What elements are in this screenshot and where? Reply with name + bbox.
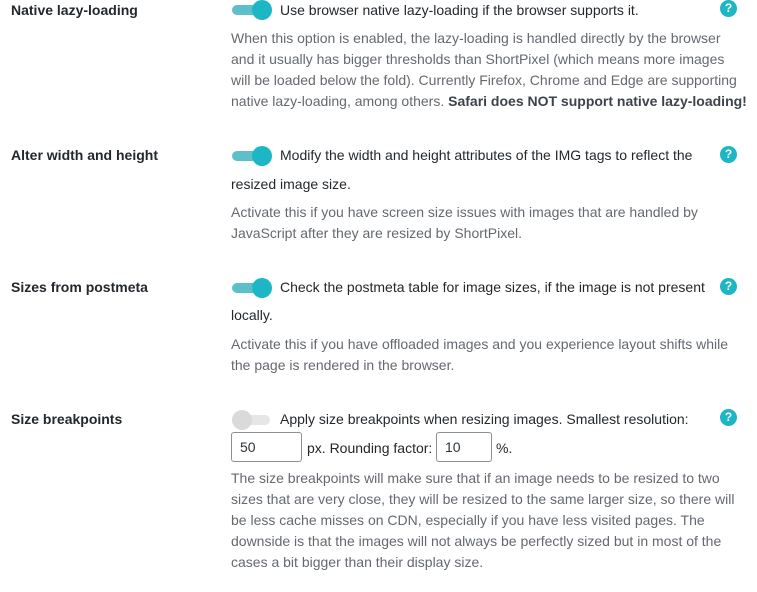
setting-description [231, 468, 734, 573]
description-line: cases a bit bigger than their display size. [231, 554, 484, 570]
description-line: The size breakpoints will make sure that if an image needs to be resized to two [231, 470, 720, 486]
description-line: JavaScript after they are resized by ShortPixel. [231, 225, 523, 241]
description-line: sizes that are very close, they will be resized to the same larger size, so there will [231, 491, 735, 507]
safari-warning: Safari does NOT support native lazy-loading! [448, 93, 747, 109]
description-line: downside is that the images will not always be perfectly sized but in most of the [231, 533, 722, 549]
toggle-knob [232, 410, 252, 430]
toggle-knob [252, 278, 272, 298]
sizes-from-postmeta-toggle[interactable] [232, 278, 272, 298]
size-breakpoints-toggle[interactable] [232, 410, 272, 430]
setting-main-text: Use browser native lazy-loading if the browser supports it. [280, 2, 639, 18]
setting-description [231, 334, 728, 376]
setting-main-text: Apply size breakpoints when resizing images. Smallest resolution: [280, 411, 689, 427]
description-line: be less cache misses on CDN, especially if you have less visited pages. The [231, 512, 705, 528]
setting-label: Alter width and height [11, 147, 158, 163]
native-lazy-loading-toggle[interactable] [232, 0, 272, 20]
setting-main-text-continued: resized image size. [231, 176, 351, 192]
description-line [231, 91, 747, 112]
toggle-knob [252, 146, 272, 166]
help-question-icon[interactable]: ? [720, 146, 737, 163]
toggle-knob [252, 0, 272, 20]
setting-description [231, 28, 747, 112]
setting-label: Native lazy-loading [11, 2, 138, 18]
description-line: will be loaded below the fold). Currently Firefox, Chrome and Edge are supporting [231, 72, 737, 88]
setting-main-text: Check the postmeta table for image sizes, if the image is not present [280, 279, 705, 295]
rounding-factor-input[interactable] [436, 432, 492, 462]
help-question-icon[interactable]: ? [720, 0, 737, 17]
px-rounding-label: px. Rounding factor: [307, 440, 433, 456]
description-line: Activate this if you have offloaded images and you experience layout shifts while [231, 336, 729, 352]
setting-label: Sizes from postmeta [11, 279, 148, 295]
setting-label: Size breakpoints [11, 411, 123, 427]
description-line: and it usually has bigger thresholds than ShortPixel (which means more images [231, 51, 725, 67]
help-question-icon[interactable]: ? [720, 409, 737, 426]
help-question-icon[interactable]: ? [720, 278, 737, 295]
description-line: When this option is enabled, the lazy-loading is handled directly by the browser [231, 30, 721, 46]
description-line: Activate this if you have screen size issues with images that are handled by [231, 204, 698, 220]
description-text: native lazy-loading, among others. [231, 93, 449, 109]
smallest-resolution-input[interactable] [231, 432, 302, 462]
setting-main-text: Modify the width and height attributes of the IMG tags to reflect the [280, 147, 693, 163]
setting-main-text-continued: locally. [231, 307, 273, 323]
description-line: the page is rendered in the browser. [231, 357, 455, 373]
percent-label: %. [496, 440, 513, 456]
alter-width-height-toggle[interactable] [232, 146, 272, 166]
setting-description [231, 202, 698, 244]
